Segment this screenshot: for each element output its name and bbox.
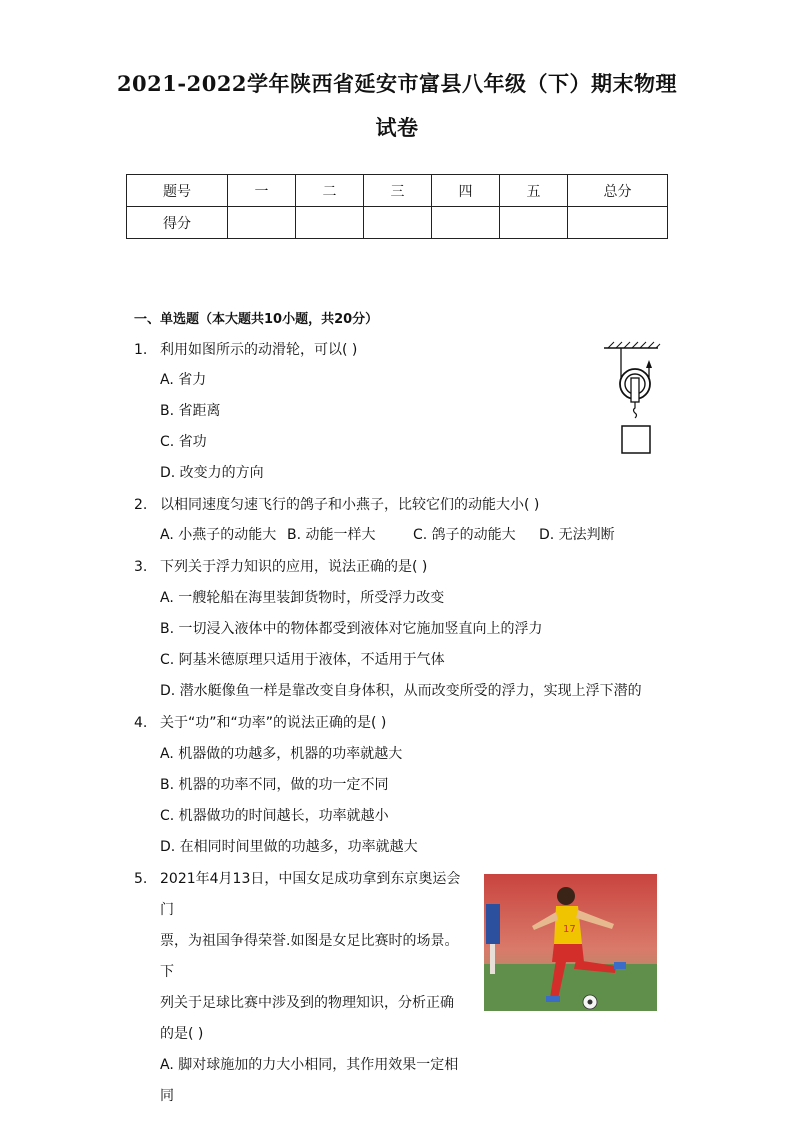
option-a[interactable]: A. 小燕子的动能大 <box>160 527 277 543</box>
score-cell: 一 <box>228 175 296 207</box>
question-stem-line: 票，为祖国争得荣誉.如图是女足比赛时的场景。下 <box>160 933 459 980</box>
jersey-number: 17 <box>563 924 576 935</box>
question-number: 3. <box>134 559 148 575</box>
option-a[interactable]: A. 一艘轮船在海里装卸货物时，所受浮力改变 <box>160 590 445 606</box>
score-cell: 得分 <box>127 207 228 239</box>
option-b[interactable]: B. 动能一样大 <box>287 527 376 543</box>
option-d[interactable]: D. 在相同时间里做的功越多，功率就越大 <box>160 839 418 855</box>
score-input-cell[interactable] <box>500 207 568 239</box>
option-b[interactable]: B. 省距离 <box>160 403 221 419</box>
score-table-header-row <box>127 175 668 207</box>
option-b[interactable]: B. 机器的功率不同，做的功一定不同 <box>160 777 389 793</box>
score-cell: 二 <box>296 175 364 207</box>
movable-pulley-diagram <box>600 340 662 458</box>
score-cell: 五 <box>500 175 568 207</box>
score-table-score-row <box>127 207 668 239</box>
question-stem: 利用如图所示的动滑轮，可以( ) <box>160 342 358 358</box>
question-stem: 关于“功”和“功率”的说法正确的是( ) <box>160 715 387 731</box>
option-a[interactable]: A. 省力 <box>160 372 207 388</box>
question-stem: 下列关于浮力知识的应用，说法正确的是( ) <box>160 559 428 575</box>
soccer-match-photo <box>484 874 657 1011</box>
option-c[interactable]: C. 机器做功的时间越长，功率就越小 <box>160 808 389 824</box>
score-cell: 三 <box>364 175 432 207</box>
question-stem-line: 2021年4月13日，中国女足成功拿到东京奥运会门 <box>160 871 461 918</box>
section-heading: 一、单选题（本大题共10小题，共20分） <box>134 312 379 327</box>
score-input-cell[interactable] <box>568 207 668 239</box>
score-input-cell[interactable] <box>432 207 500 239</box>
question-number: 5. <box>134 871 148 887</box>
option-a-line: A. 脚对球施加的力大小相同，其作用效果一定相 <box>160 1057 459 1073</box>
score-cell: 总分 <box>568 175 668 207</box>
score-cell: 四 <box>432 175 500 207</box>
option-c[interactable]: C. 阿基米德原理只适用于液体，不适用于气体 <box>160 652 445 668</box>
option-b[interactable]: B. 一切浸入液体中的物体都受到液体对它施加竖直向上的浮力 <box>160 621 543 637</box>
question-stem-line: 的是( ) <box>160 1026 204 1042</box>
option-a[interactable] <box>160 1050 470 1112</box>
option-c[interactable]: C. 鸽子的动能大 <box>413 527 516 543</box>
score-cell: 题号 <box>127 175 228 207</box>
option-d[interactable]: D. 潜水艇像鱼一样是靠改变自身体积，从而改变所受的浮力，实现上浮下潜的 <box>160 683 642 699</box>
option-d[interactable]: D. 改变力的方向 <box>160 465 264 481</box>
question-stem: 以相同速度匀速飞行的鸽子和小燕子，比较它们的动能大小( ) <box>160 497 540 513</box>
score-input-cell[interactable] <box>228 207 296 239</box>
question-number: 4. <box>134 715 148 731</box>
page-title-line2: 试卷 <box>375 115 419 140</box>
question-number: 1. <box>134 342 148 358</box>
page-title: 2021-2022学年陕西省延安市富县八年级（下）期末物理 <box>116 71 678 96</box>
option-d[interactable]: D. 无法判断 <box>539 527 615 543</box>
option-a-line: 同 <box>160 1088 174 1104</box>
score-table <box>126 174 668 239</box>
question-number: 2. <box>134 497 148 513</box>
score-input-cell[interactable] <box>296 207 364 239</box>
score-input-cell[interactable] <box>364 207 432 239</box>
option-c[interactable]: C. 省功 <box>160 434 207 450</box>
question-stem-line: 列关于足球比赛中涉及到的物理知识，分析正确 <box>160 995 454 1011</box>
question-stem <box>160 864 470 1112</box>
option-a[interactable]: A. 机器做的功越多，机器的功率就越大 <box>160 746 403 762</box>
